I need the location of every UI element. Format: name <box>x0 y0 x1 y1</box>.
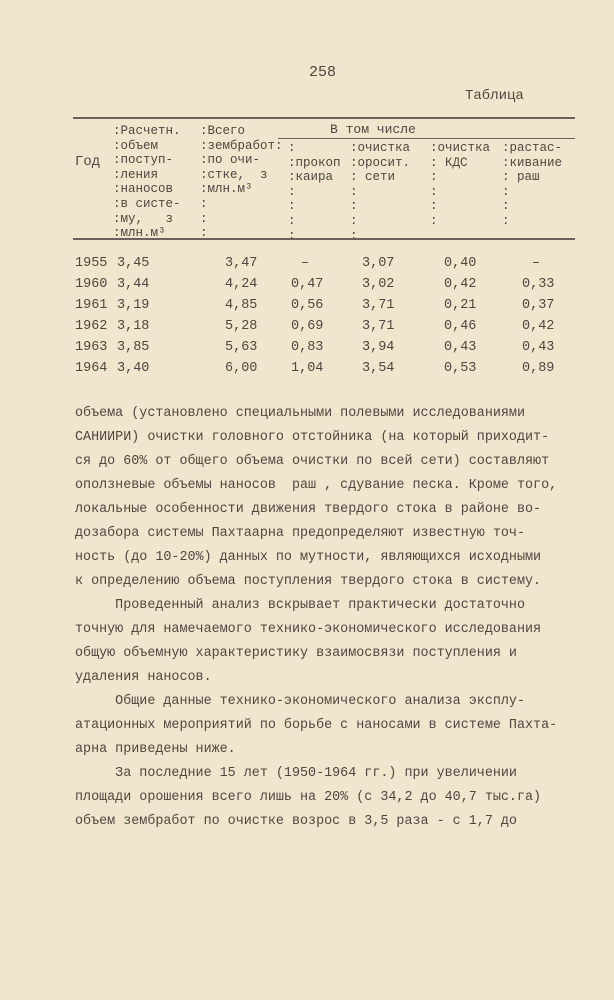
table-cell: 1955 <box>75 256 108 271</box>
header-column <box>430 141 490 229</box>
table-cell: 3,71 <box>362 319 395 334</box>
header-line: : <box>288 228 296 243</box>
table-cell: 1961 <box>75 298 108 313</box>
table-header-rule <box>73 238 575 240</box>
text-line: дозабора системы Пахтаарна предопределяют известную точ- <box>75 526 525 541</box>
header-line: :очистка <box>430 141 491 155</box>
header-line: : <box>502 213 510 228</box>
header-line: : <box>288 184 296 199</box>
table-cell: 3,94 <box>362 340 395 355</box>
text-line: ся до 60% от общего объема очистки по всей сети) составляют <box>75 454 550 469</box>
table-cell: 0,56 <box>291 298 324 313</box>
header-line: :ления <box>113 167 159 182</box>
header-line: : <box>350 213 358 228</box>
header-line: : <box>430 170 438 185</box>
table-cell: 3,85 <box>117 340 150 355</box>
header-line: :зембработ: <box>200 138 283 153</box>
header-line: :оросит. <box>350 155 411 170</box>
header-line: :млн.м³ <box>200 182 253 197</box>
header-line: :в систе- <box>113 196 181 211</box>
text-line: объем зембработ по очистке возрос в 3,5 раза - с 1,7 до <box>75 814 517 829</box>
table-cell: 3,47 <box>225 256 258 271</box>
header-line: : сети <box>350 170 396 185</box>
table-row <box>0 256 614 277</box>
text-line: арна приведены ниже. <box>75 742 236 757</box>
text-line: общую объемную характеристику взаимосвязи поступления и <box>75 646 517 661</box>
table-cell: 0,42 <box>444 277 477 292</box>
table-cell: 3,07 <box>362 256 395 271</box>
header-line: :млн.м³ <box>113 226 166 241</box>
header-column <box>113 124 181 241</box>
header-line: : <box>288 141 296 155</box>
table-cell: 3,54 <box>362 361 395 376</box>
text-line: точную для намечаемого технико-экономического исследования <box>75 622 542 637</box>
header-line: : <box>200 211 208 226</box>
header-line: : <box>430 199 438 214</box>
table-cell: 1963 <box>75 340 108 355</box>
header-column <box>288 141 341 243</box>
text-line: объема (установлено специальными полевыми исследованиями <box>75 406 525 421</box>
table-cell: 3,19 <box>117 298 150 313</box>
header-line: :поступ- <box>113 153 174 168</box>
text-line: локальные особенности движения твердого стока в районе во- <box>75 502 542 517</box>
header-line: :Расчетн. <box>113 124 181 138</box>
table-top-rule <box>73 117 575 119</box>
header-line: : КДС <box>430 155 468 170</box>
header-line: :Всего <box>200 124 246 138</box>
table-cell: 0,37 <box>522 298 555 313</box>
table-cell: 0,47 <box>291 277 324 292</box>
table-cell: 5,28 <box>225 319 258 334</box>
table-cell: 5,63 <box>225 340 258 355</box>
table-cell: 4,85 <box>225 298 258 313</box>
header-line: :очистка <box>350 141 411 155</box>
header-line: : <box>350 199 358 214</box>
table-cell: 0,53 <box>444 361 477 376</box>
header-column <box>75 155 100 170</box>
text-line: За последние 15 лет (1950-1964 гг.) при увеличении <box>75 766 517 781</box>
table-row <box>0 340 614 361</box>
table-cell: – <box>532 256 541 271</box>
table-cell: 0,40 <box>444 256 477 271</box>
header-line: : <box>502 184 510 199</box>
table-cell: – <box>301 256 310 271</box>
header-group-label: В том числе <box>330 122 416 137</box>
table-cell: 0,33 <box>522 277 555 292</box>
header-line: :растас- <box>502 141 563 155</box>
text-line: САНИИРИ) очистки головного отстойника (на который приходит- <box>75 430 550 445</box>
table-row <box>0 277 614 298</box>
text-line: Проведенный анализ вскрывает практически достаточно <box>75 598 525 613</box>
table-cell: 3,40 <box>117 361 150 376</box>
table-cell: 1960 <box>75 277 108 292</box>
header-line: :каира <box>288 170 334 185</box>
header-line: : <box>288 213 296 228</box>
header-column <box>502 141 562 229</box>
header-line: : раш <box>502 170 540 185</box>
header-line: :стке, з <box>200 167 268 182</box>
header-line: : <box>430 184 438 199</box>
table-row <box>0 361 614 382</box>
table-cell: 0,43 <box>522 340 555 355</box>
page-number: 258 <box>309 64 337 81</box>
header-line: : <box>288 199 296 214</box>
header-line: :по очи- <box>200 153 261 168</box>
table-cell: 0,46 <box>444 319 477 334</box>
text-line: атационных мероприятий по борьбе с наносами в системе Пахта- <box>75 718 558 733</box>
header-line: : <box>350 228 358 243</box>
header-line: :наносов <box>113 182 174 197</box>
header-line: : <box>200 196 208 211</box>
table-cell: 6,00 <box>225 361 258 376</box>
header-line: :кивание <box>502 155 563 170</box>
header-line: :прокоп <box>288 155 341 170</box>
table-label: Таблица <box>465 88 524 104</box>
header-line: Год <box>75 154 101 170</box>
text-line: к определению объема поступления твердого стока в систему. <box>75 574 542 589</box>
text-line: площади орошения всего лишь на 20% (с 34,2 до 40,7 тыс.га) <box>75 790 542 805</box>
header-line: : <box>200 226 208 241</box>
table-cell: 0,89 <box>522 361 555 376</box>
table-cell: 0,42 <box>522 319 555 334</box>
body-text <box>75 402 557 834</box>
header-line: : <box>350 184 358 199</box>
table-cell: 1964 <box>75 361 108 376</box>
table-cell: 3,18 <box>117 319 150 334</box>
table-cell: 3,02 <box>362 277 395 292</box>
header-column <box>350 141 410 243</box>
text-line: удаления наносов. <box>75 670 212 685</box>
table-cell: 0,21 <box>444 298 477 313</box>
table-cell: 1,04 <box>291 361 324 376</box>
table-row <box>0 298 614 319</box>
header-line: :объем <box>113 138 159 153</box>
header-line: :му, з <box>113 211 174 226</box>
text-line: Общие данные технико-экономического анализа эксплу- <box>75 694 525 709</box>
header-column <box>200 124 283 241</box>
text-line: ность (до 10-20%) данных по мутности, являющихся исходными <box>75 550 542 565</box>
table-cell: 3,45 <box>117 256 150 271</box>
table-cell: 1962 <box>75 319 108 334</box>
table-cell: 0,83 <box>291 340 324 355</box>
text-line: оползневые объемы наносов раш , сдувание песка. Кроме того, <box>75 478 558 493</box>
table-cell: 3,71 <box>362 298 395 313</box>
table-cell: 0,43 <box>444 340 477 355</box>
table-cell: 4,24 <box>225 277 258 292</box>
header-group-rule <box>278 138 575 139</box>
header-line: : <box>502 199 510 214</box>
table-cell: 3,44 <box>117 277 150 292</box>
table-row <box>0 319 614 340</box>
table-cell: 0,69 <box>291 319 324 334</box>
header-line: : <box>430 213 438 228</box>
